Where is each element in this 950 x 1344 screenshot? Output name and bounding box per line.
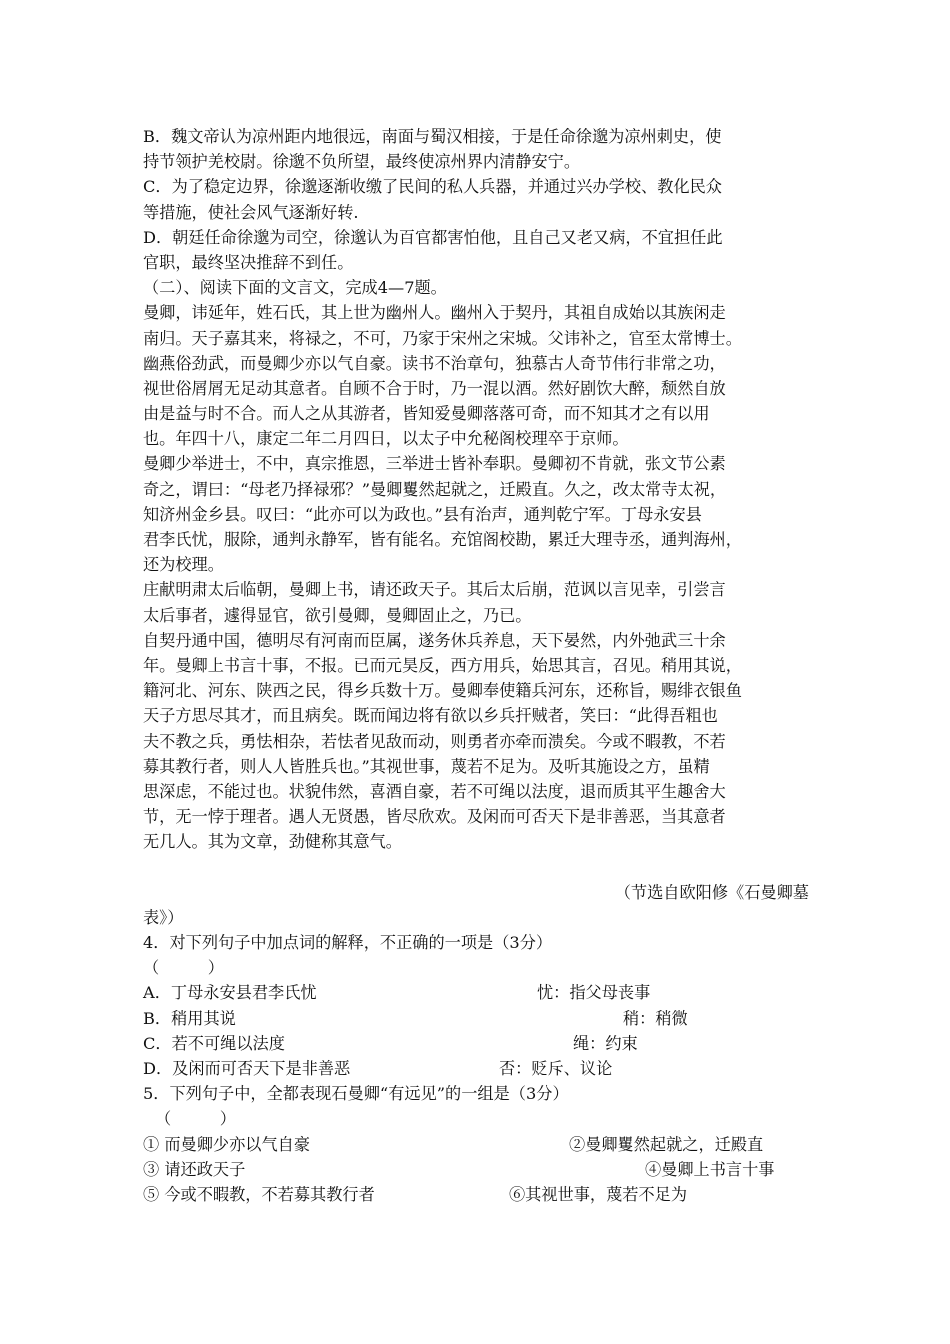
q4-option-b	[143, 1006, 815, 1031]
passage-line: 曼卿，讳延年，姓石氏，其上世为幽州人。幽州入于契丹，其祖自成始以其族闲走	[143, 303, 726, 323]
question-stem: 5．下列句子中，全都表现石曼卿“有远见”的一组是（3分）	[143, 1084, 569, 1104]
passage-line: 募其教行者，则人人皆胜兵也。”其视世事，蔑若不足为。及听其施设之方，虽精	[143, 756, 710, 776]
passage-line: 籍河北、河东、陕西之民，得乡兵数十万。曼卿奉使籍兵河东，还称旨，赐绯衣银鱼	[143, 681, 742, 701]
passage-line: 君李氏忧，服除，通判永静军，皆有能名。充馆阁校勘，累迁大理寺丞，通判海州，	[143, 530, 742, 549]
passage-line: 太后事者，遽得显官，欲引曼卿，曼卿固止之，乃已。	[143, 605, 532, 625]
option-gloss: 忧：指父母丧事	[537, 983, 651, 1003]
option-line: 官职，最终坚决推辞不到任。	[143, 252, 354, 272]
source-citation-cont: 表》）	[143, 907, 184, 927]
statement-item: ⑤ 今或不暇教，不若募其教行者	[143, 1184, 375, 1204]
question-5	[143, 1081, 815, 1207]
passage-line: 年。曼卿上书言十事，不报。已而元昊反，西方用兵，始思其言，召见。稍用其说，	[143, 655, 742, 675]
passage-line: 天子方思尽其才，而且病矣。既而闻边将有欲以乡兵扞贼者，笑曰：“此得吾粗也	[143, 706, 718, 726]
q4-option-a	[143, 980, 815, 1005]
passage-line: 奇之，谓曰：“母老乃择禄邪？”曼卿矍然起就之，迁殿直。久之，改太常寺太祝，	[143, 479, 727, 499]
question-stem: 4．对下列句子中加点词的解释，不正确的一项是（3分）	[143, 933, 553, 952]
statement-item: ① 而曼卿少亦以气自豪	[143, 1134, 311, 1154]
option-sentence: B．稍用其说	[143, 1008, 236, 1028]
passage-line: 自契丹通中国，德明尽有河南而臣属，遂务休兵养息，天下晏然，内外弛武三十余	[143, 630, 726, 650]
section-heading: （二）、阅读下面的文言文，完成4—7题。	[143, 278, 447, 298]
statement-item: ④曼卿上书言十事	[645, 1159, 775, 1179]
option-gloss: 绳：约束	[573, 1033, 638, 1053]
passage-line: 由是益与时不合。而人之从其游者，皆知爱曼卿落落可奇，而不知其才之有以用	[143, 404, 710, 424]
source-citation: （节选自欧阳修《石曼卿墓	[614, 882, 809, 902]
passage-line: 夫不教之兵，勇怯相杂，若怯者见敌而动，则勇者亦牵而溃矣。今或不暇教，不若	[143, 731, 726, 751]
passage-line: 知济州金乡县。叹曰：“此亦可以为政也。”县有治声，通判乾宁军。丁母永安县	[143, 504, 702, 524]
passage-line: 幽燕俗劲武，而曼卿少亦以气自豪。读书不治章句，独慕古人奇节伟行非常之功，	[143, 353, 726, 373]
q4-option-d	[143, 1056, 815, 1081]
option-sentence: D．及闲而可否天下是非善恶	[143, 1058, 351, 1078]
passage-line: 曼卿少举进士，不中，真宗推恩，三举进士皆补奉职。曼卿初不肯就，张文节公素	[143, 454, 726, 474]
statement-item: ③ 请还政天子	[143, 1159, 246, 1179]
q5-row	[143, 1132, 815, 1157]
option-line: D．朝廷任命徐邈为司空，徐邈认为百官都害怕他，且自己又老又病，不宜担任此	[143, 227, 723, 247]
question-4	[143, 930, 815, 1081]
statement-item: ⑥其视世事，蔑若不足为	[509, 1184, 688, 1204]
answer-blank: （ ）	[155, 1109, 236, 1129]
option-line: B．魏文帝认为凉州距内地很远，南面与蜀汉相接，于是任命徐邈为凉州刺史，使	[143, 127, 722, 146]
q3-options	[143, 124, 815, 275]
q5-row	[143, 1157, 815, 1182]
answer-blank: （ ）	[143, 958, 224, 978]
passage-line: 节，无一悖于理者。遇人无贤愚，皆尽欣欢。及闲而可否天下是非善恶，当其意者	[143, 807, 726, 827]
option-gloss: 稍：稍微	[623, 1008, 688, 1028]
statement-item: ②曼卿矍然起就之，迁殿直	[569, 1134, 764, 1154]
passage-line: 也。年四十八，康定二年二月四日，以太子中允秘阁校理卒于京师。	[143, 429, 629, 449]
option-line: 等措施，使社会风气逐渐好转.	[143, 202, 359, 222]
passage-line: 南归。天子嘉其来，将禄之，不可，乃家于宋州之宋城。父讳补之，官至太常博士。	[143, 328, 742, 348]
option-gloss: 否：贬斥、议论	[499, 1058, 613, 1078]
document-page	[143, 124, 815, 1207]
blank-line	[143, 854, 815, 879]
passage-line: 思深虑，不能过也。状貌伟然，喜酒自豪，若不可绳以法度，退而质其平生趣舍大	[143, 781, 726, 801]
option-sentence: A．丁母永安县君李氏忧	[143, 983, 317, 1003]
passage-line: 还为校理。	[143, 555, 224, 575]
q4-option-c	[143, 1031, 815, 1056]
option-sentence: C．若不可绳以法度	[143, 1033, 285, 1053]
passage-line: 庄献明肃太后临朝，曼卿上书，请还政天子。其后太后崩，范讽以言见幸，引尝言	[143, 580, 726, 600]
option-line: 持节领护羌校尉。徐邈不负所望，最终使凉州界内清静安宁。	[143, 152, 581, 172]
option-line: C．为了稳定边界，徐邈逐渐收缴了民间的私人兵器，并通过兴办学校、教化民众	[143, 177, 722, 197]
q5-row	[143, 1182, 815, 1207]
passage-line: 无几人。其为文章，劲健称其意气。	[143, 832, 402, 852]
passage-line: 视世俗屑屑无足动其意者。自顾不合于时，乃一混以酒。然好剧饮大醉，颓然自放	[143, 378, 726, 398]
classical-passage	[143, 300, 815, 854]
